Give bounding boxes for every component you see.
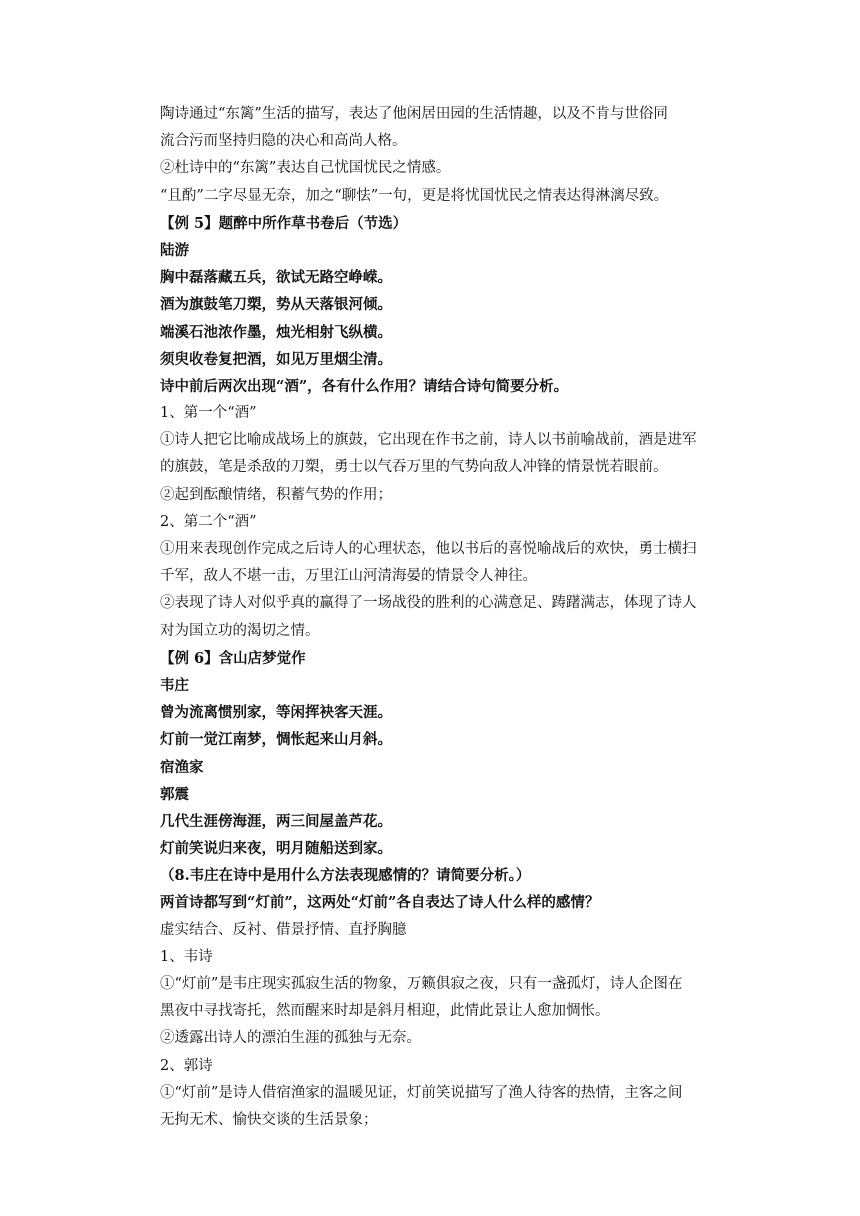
bold-text-line: 韦庄 xyxy=(160,676,189,694)
text-line: 1、韦诗 xyxy=(160,948,213,965)
bold-text-line: 陆游 xyxy=(160,241,189,259)
text-line: ①诗人把它比喻成战场上的旗鼓，它出现在作书之前，诗人以书前喻战前，酒是进军 xyxy=(160,432,697,449)
text-line: 1、第一个“酒” xyxy=(160,405,257,422)
bold-text-line: 须臾收卷复把酒，如见万里烟尘清。 xyxy=(160,350,392,368)
text-line: ①“灯前”是诗人借宿渔家的温暖见证，灯前笑说描写了渔人待客的热情，主客之间 xyxy=(160,1084,683,1101)
text-line: 2、郭诗 xyxy=(160,1057,213,1074)
text-line: ②透露出诗人的漂泊生涯的孤独与无奈。 xyxy=(160,1030,421,1047)
bold-text-line: （8.韦庄在诗中是用什么方法表现感情的？请简要分析。） xyxy=(160,867,531,885)
bold-text-line: 诗中前后两次出现“酒”，各有什么作用？请结合诗句简要分析。 xyxy=(160,377,569,395)
text-line: 对为国立功的渴切之情。 xyxy=(160,622,320,639)
bold-text-line: 胸中磊落藏五兵，欲试无路空峥嵘。 xyxy=(160,269,392,287)
bold-text-line: 两首诗都写到“灯前”，这两处“灯前”各自表达了诗人什么样的感情？ xyxy=(160,894,600,912)
bold-text-line: 灯前笑说归来夜，明月随船送到家。 xyxy=(160,840,392,858)
text-line: 流合污而坚持归隐的决心和高尚人格。 xyxy=(160,133,407,150)
bold-text-line: 曾为流离惯别家，等闲挥袂客天涯。 xyxy=(160,704,392,722)
bold-text-line: 几代生涯傍海涯，两三间屋盖芦花。 xyxy=(160,812,392,830)
text-line: 虚实结合、反衬、借景抒情、直抒胸臆 xyxy=(160,921,407,938)
bold-text-line: 酒为旗鼓笔刀槊，势从天落银河倾。 xyxy=(160,296,392,314)
text-line: ②起到酝酿情绪，积蓄气势的作用； xyxy=(160,486,392,503)
text-line: ①“灯前”是韦庄现实孤寂生活的物象，万籁俱寂之夜，只有一盏孤灯，诗人企图在 xyxy=(160,976,683,992)
text-line: 陶诗通过“东篱”生活的描写，表达了他闲居田园的生活情趣，以及不肯与世俗同 xyxy=(160,106,668,122)
text-line: 无拘无术、愉快交谈的生活景象； xyxy=(160,1111,378,1128)
bold-text-line: 宿渔家 xyxy=(160,758,204,776)
bold-text-line: 【例 6】含山店梦觉作 xyxy=(160,649,306,667)
document-body xyxy=(160,101,730,1134)
text-line: 黑夜中寻找寄托，然而醒来时却是斜月相迎，此情此景让人愈加惆怅。 xyxy=(160,1003,610,1020)
text-line: ②杜诗中的“东篱”表达自己忧国忧民之情感。 xyxy=(160,160,451,177)
text-line: 千军，敌人不堪一击，万里江山河清海晏的情景令人神往。 xyxy=(160,568,537,585)
bold-text-line: 【例 5】题醉中所作草书卷后（节选） xyxy=(160,214,408,232)
text-line: “且酌”二字尽显无奈，加之“聊怯”一句，更是将忧国忧民之情表达得淋漓尽致。 xyxy=(160,187,669,204)
text-line: ①用来表现创作完成之后诗人的心理状态，他以书后的喜悦喻战后的欢快，勇士横扫 xyxy=(160,541,697,557)
text-line: 2、第二个“酒” xyxy=(160,513,257,530)
bold-text-line: 郭震 xyxy=(160,785,189,803)
text-line: 的旗鼓，笔是杀敌的刀槊，勇士以气吞万里的气势向敌人冲锋的情景恍若眼前。 xyxy=(160,459,668,476)
bold-text-line: 灯前一觉江南梦，惆怅起来山月斜。 xyxy=(160,731,392,749)
text-line: ②表现了诗人对似乎真的赢得了一场战役的胜利的心满意足、踌躇满志，体现了诗人 xyxy=(160,595,697,612)
bold-text-line: 端溪石池浓作墨，烛光相射飞纵横。 xyxy=(160,323,392,341)
